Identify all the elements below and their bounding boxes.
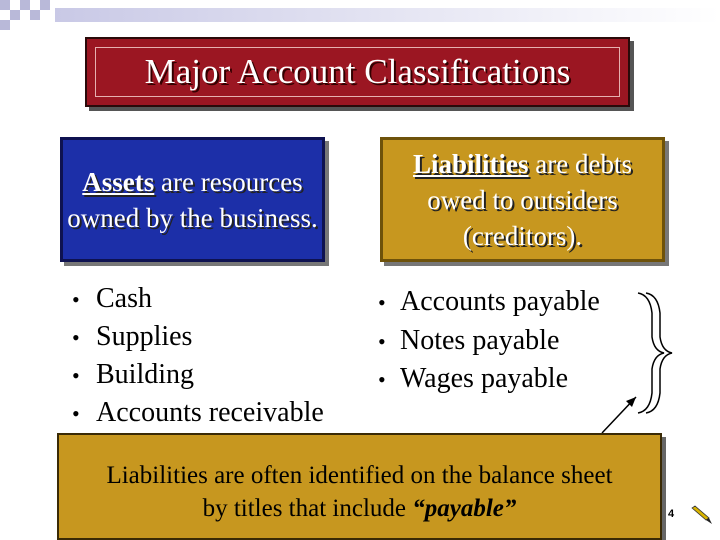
asset-examples-list	[72, 283, 324, 435]
checkerboard-decoration	[0, 0, 720, 30]
payable-note-box	[57, 433, 662, 540]
list-item: • Cash	[72, 283, 152, 314]
note-line-2-prefix: by titles that include	[202, 494, 413, 522]
liabilities-definition-text: are debts owed to outsiders (creditors).	[427, 148, 632, 251]
list-item: • Supplies	[72, 321, 193, 352]
note-line-1: Liabilities are often identified on the balance sheet	[106, 461, 613, 489]
assets-definition-card	[60, 137, 325, 262]
liabilities-definition-card	[380, 137, 665, 262]
title-inner-frame	[95, 47, 620, 97]
list-item: • Accounts receivable	[72, 397, 324, 428]
list-item: • Accounts payable	[378, 286, 600, 317]
title-banner	[85, 37, 630, 107]
liabilities-term: Liabilities	[413, 148, 529, 179]
list-item: • Building	[72, 359, 195, 390]
assets-definition-text: are resources owned by the business.	[67, 166, 318, 233]
list-item: • Wages payable	[378, 363, 568, 394]
note-emphasis: “payable”	[412, 494, 517, 522]
pencil-icon	[688, 504, 714, 526]
brace-arrow-icon	[600, 285, 710, 435]
page-title: Major Account Classifications	[144, 52, 571, 91]
assets-term: Assets	[82, 166, 155, 197]
list-item: • Notes payable	[378, 324, 560, 356]
page-number: 4	[668, 508, 675, 520]
liability-examples-list	[378, 286, 600, 402]
